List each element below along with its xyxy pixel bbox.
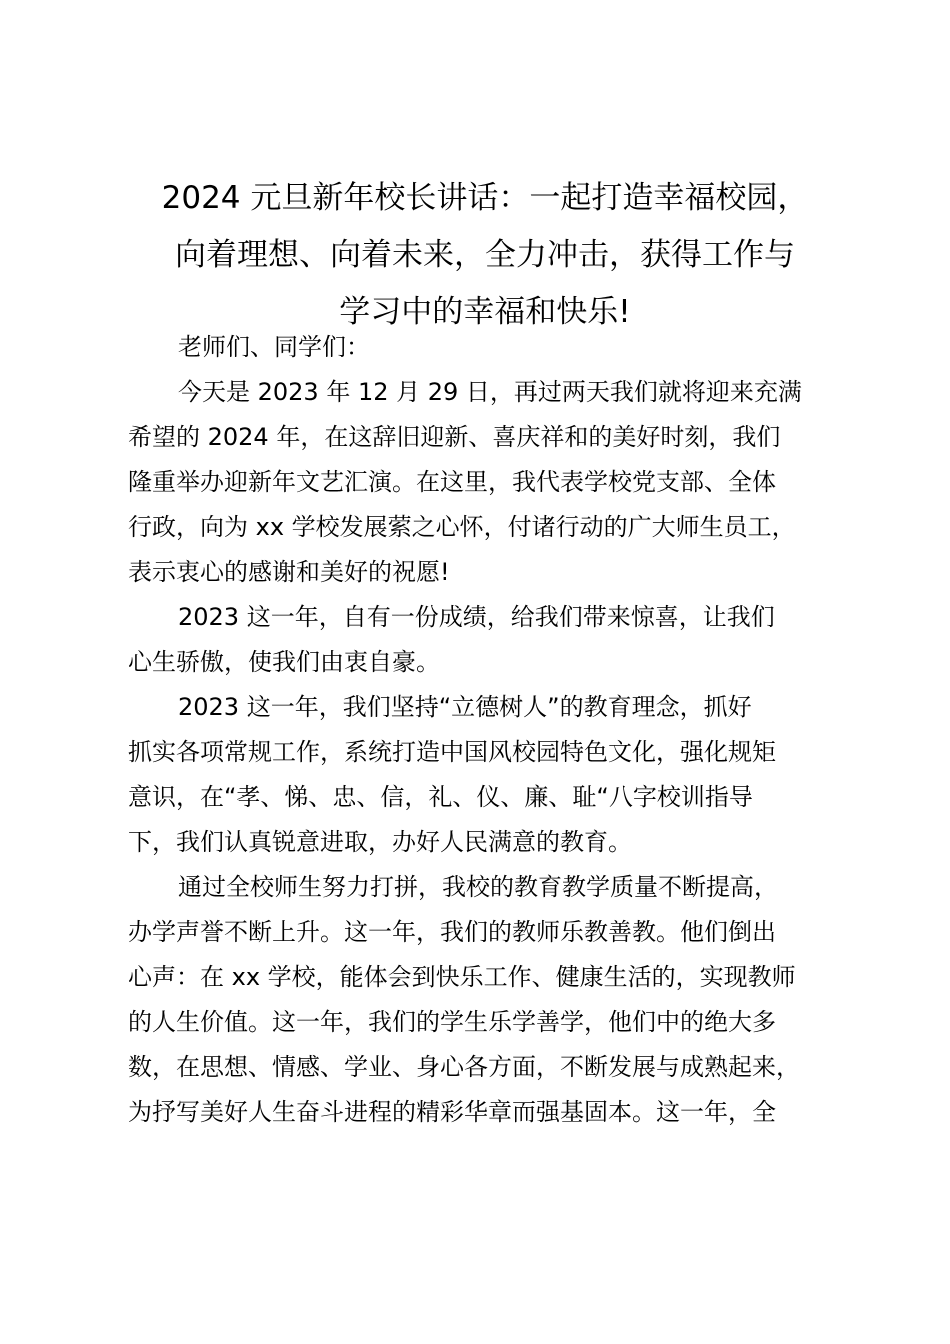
body-line: 今天是 2023 年 12 月 29 日，再过两天我们就将迎来充满: [178, 378, 802, 406]
body-line: 希望的 2024 年，在这辞旧迎新、喜庆祥和的美好时刻，我们: [128, 423, 781, 451]
body-line: 2023 这一年，我们坚持“立德树人”的教育理念，抓好: [178, 693, 752, 721]
body-line: 的人生价值。这一年，我们的学生乐学善学，他们中的绝大多: [128, 1008, 776, 1036]
body-line: 隆重举办迎新年文艺汇演。在这里，我代表学校党支部、全体: [128, 468, 776, 496]
body-line: 抓实各项常规工作，系统打造中国风校园特色文化，强化规矩: [128, 738, 776, 766]
body-line: 办学声誉不断上升。这一年，我们的教师乐教善教。他们倒出: [128, 918, 776, 946]
body-line: 表示衷心的感谢和美好的祝愿!: [128, 558, 450, 586]
body-line: 通过全校师生努力打拼，我校的教育教学质量不断提高，: [178, 873, 778, 901]
body-line: 心生骄傲，使我们由衷自豪。: [128, 648, 440, 676]
body-line: 数，在思想、情感、学业、身心各方面，不断发展与成熟起来，: [128, 1053, 800, 1081]
title-line: 2024 元旦新年校长讲话：一起打造幸福校园，: [161, 180, 809, 216]
body-line: 意识，在“孝、悌、忠、信，礼、仪、廉、耻“八字校训指导: [128, 783, 753, 811]
title-line: 学习中的幸福和快乐!: [339, 294, 631, 330]
body-line: 老师们、同学们：: [178, 333, 370, 361]
body-line: 心声：在 xx 学校，能体会到快乐工作、健康生活的，实现教师: [128, 963, 796, 991]
document-body: [128, 325, 868, 1135]
document-title: [110, 170, 860, 341]
body-line: 下，我们认真锐意进取，办好人民满意的教育。: [128, 828, 632, 856]
body-line: 为抒写美好人生奋斗进程的精彩华章而强基固本。这一年，全: [128, 1098, 776, 1126]
body-line: 2023 这一年，自有一份成绩，给我们带来惊喜，让我们: [178, 603, 775, 631]
body-line: 行政，向为 xx 学校发展萦之心怀，付诸行动的广大师生员工，: [128, 513, 796, 541]
title-line: 向着理想、向着未来，全力冲击，获得工作与: [175, 237, 795, 273]
